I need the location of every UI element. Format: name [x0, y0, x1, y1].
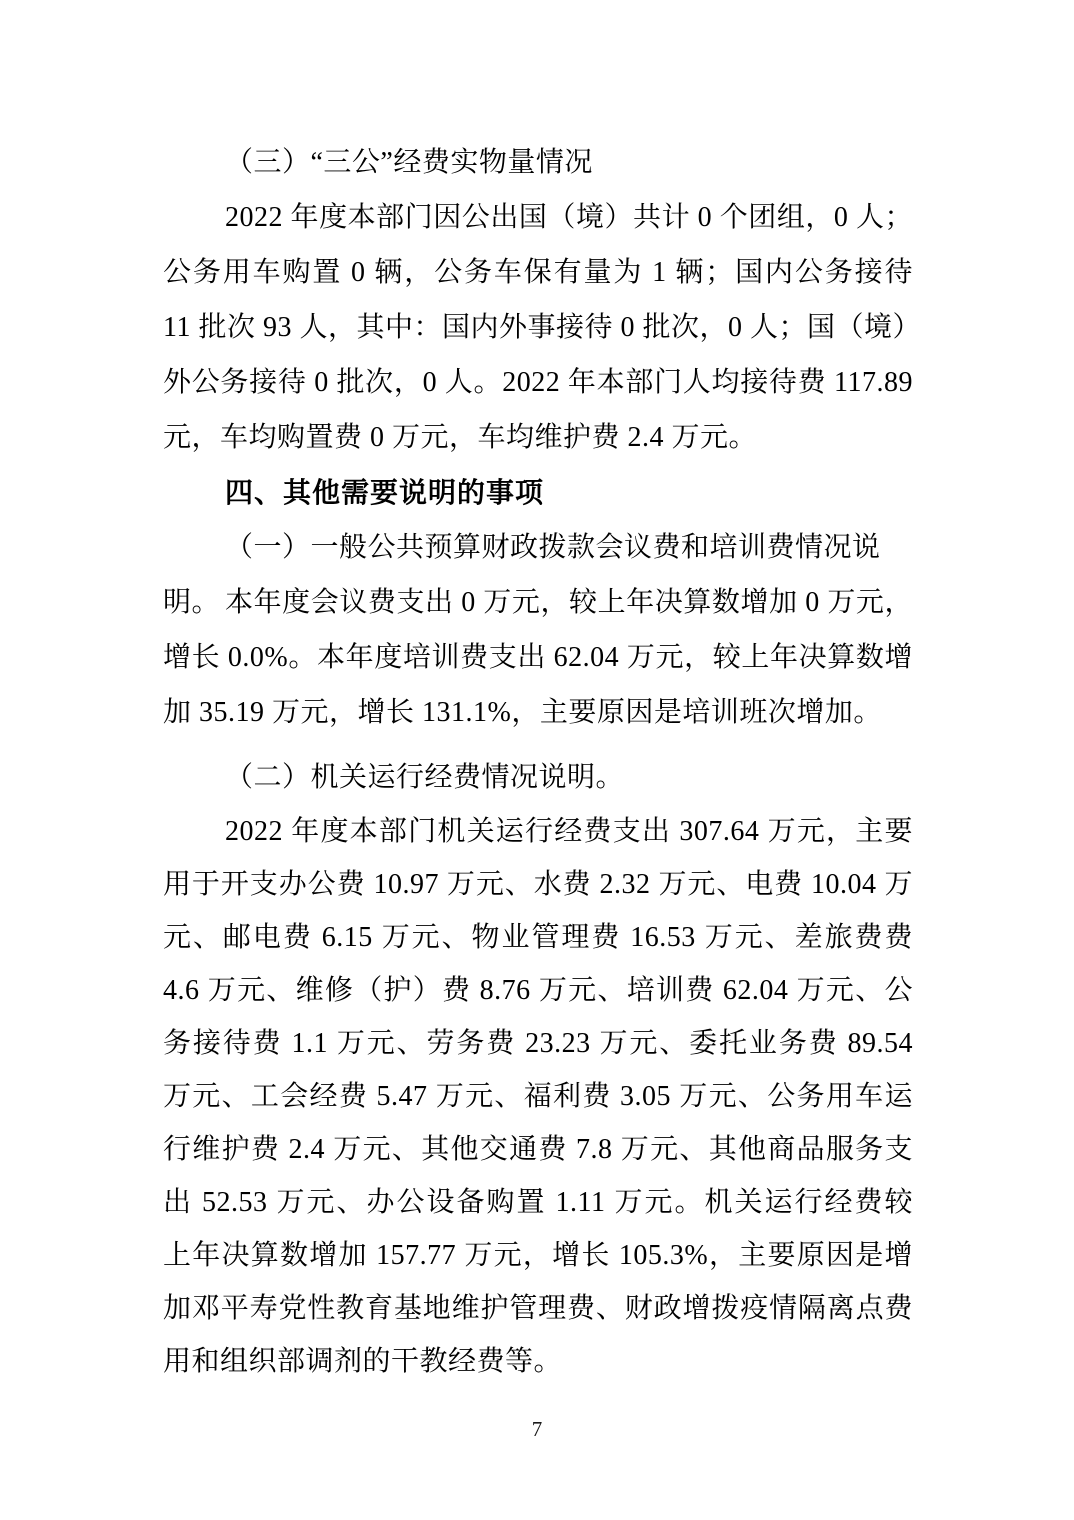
text-line: 元，车均购置费 0 万元，车均维护费 2.4 万元。	[163, 422, 758, 453]
text-line: 用于开支办公费 10.97 万元、水费 2.32 万元、电费 10.04 万	[163, 869, 913, 900]
text-line: 用和组织部调剂的干教经费等。	[163, 1346, 563, 1377]
text-line: 4.6 万元、维修（护）费 8.76 万元、培训费 62.04 万元、公	[163, 975, 913, 1006]
paragraph-agency-operating-detail	[163, 805, 913, 1388]
text-line: 上年决算数增加 157.77 万元，增长 105.3%，主要原因是增	[163, 1240, 913, 1271]
text-line: （二）机关运行经费情况说明。	[225, 762, 625, 793]
heading-other-matters	[163, 465, 913, 520]
text-line: 本年度会议费支出 0 万元，较上年决算数增加 0 万元，	[225, 587, 913, 618]
text-line: 外公务接待 0 批次，0 人。2022 年本部门人均接待费 117.89	[163, 367, 913, 398]
text-line: 加邓平寿党性教育基地维护管理费、财政增拨疫情隔离点费	[163, 1293, 913, 1324]
text-line: 公务用车购置 0 辆，公务车保有量为 1 辆；国内公务接待	[163, 257, 913, 288]
text-line: （一）一般公共预算财政拨款会议费和培训费情况说明。	[163, 532, 881, 618]
page-number: 7	[531, 1417, 543, 1441]
text-line: 元、邮电费 6.15 万元、物业管理费 16.53 万元、差旅费费	[163, 922, 913, 953]
text-line: 万元、工会经费 5.47 万元、福利费 3.05 万元、公务用车运	[163, 1081, 913, 1112]
text-line: 加 35.19 万元，增长 131.1%，主要原因是培训班次增加。	[163, 697, 882, 728]
text-line: 行维护费 2.4 万元、其他交通费 7.8 万元、其他商品服务支	[163, 1134, 913, 1165]
text-line: （三）“三公”经费实物量情况	[225, 147, 593, 178]
text-line: 出 52.53 万元、办公设备购置 1.11 万元。机关运行经费较	[163, 1187, 913, 1218]
document-content	[163, 135, 921, 1388]
text-line: 11 批次 93 人，其中：国内外事接待 0 批次，0 人；国（境）	[163, 312, 921, 343]
text-line: 2022 年度本部门因公出国（境）共计 0 个团组，0 人；	[225, 202, 913, 233]
text-line: 四、其他需要说明的事项	[225, 477, 545, 508]
subheading-three-public-expenses	[163, 135, 913, 190]
text-line: 2022 年度本部门机关运行经费支出 307.64 万元，主要	[225, 816, 913, 847]
paragraph-three-public-detail	[163, 190, 921, 465]
paragraph-meeting-training-detail	[163, 575, 913, 740]
text-line: 增长 0.0%。本年度培训费支出 62.04 万元，较上年决算数增	[163, 642, 913, 673]
subheading-agency-operating-fee	[163, 750, 913, 805]
text-line: 务接待费 1.1 万元、劳务费 23.23 万元、委托业务费 89.54	[163, 1028, 913, 1059]
page-footer	[0, 1417, 1074, 1442]
